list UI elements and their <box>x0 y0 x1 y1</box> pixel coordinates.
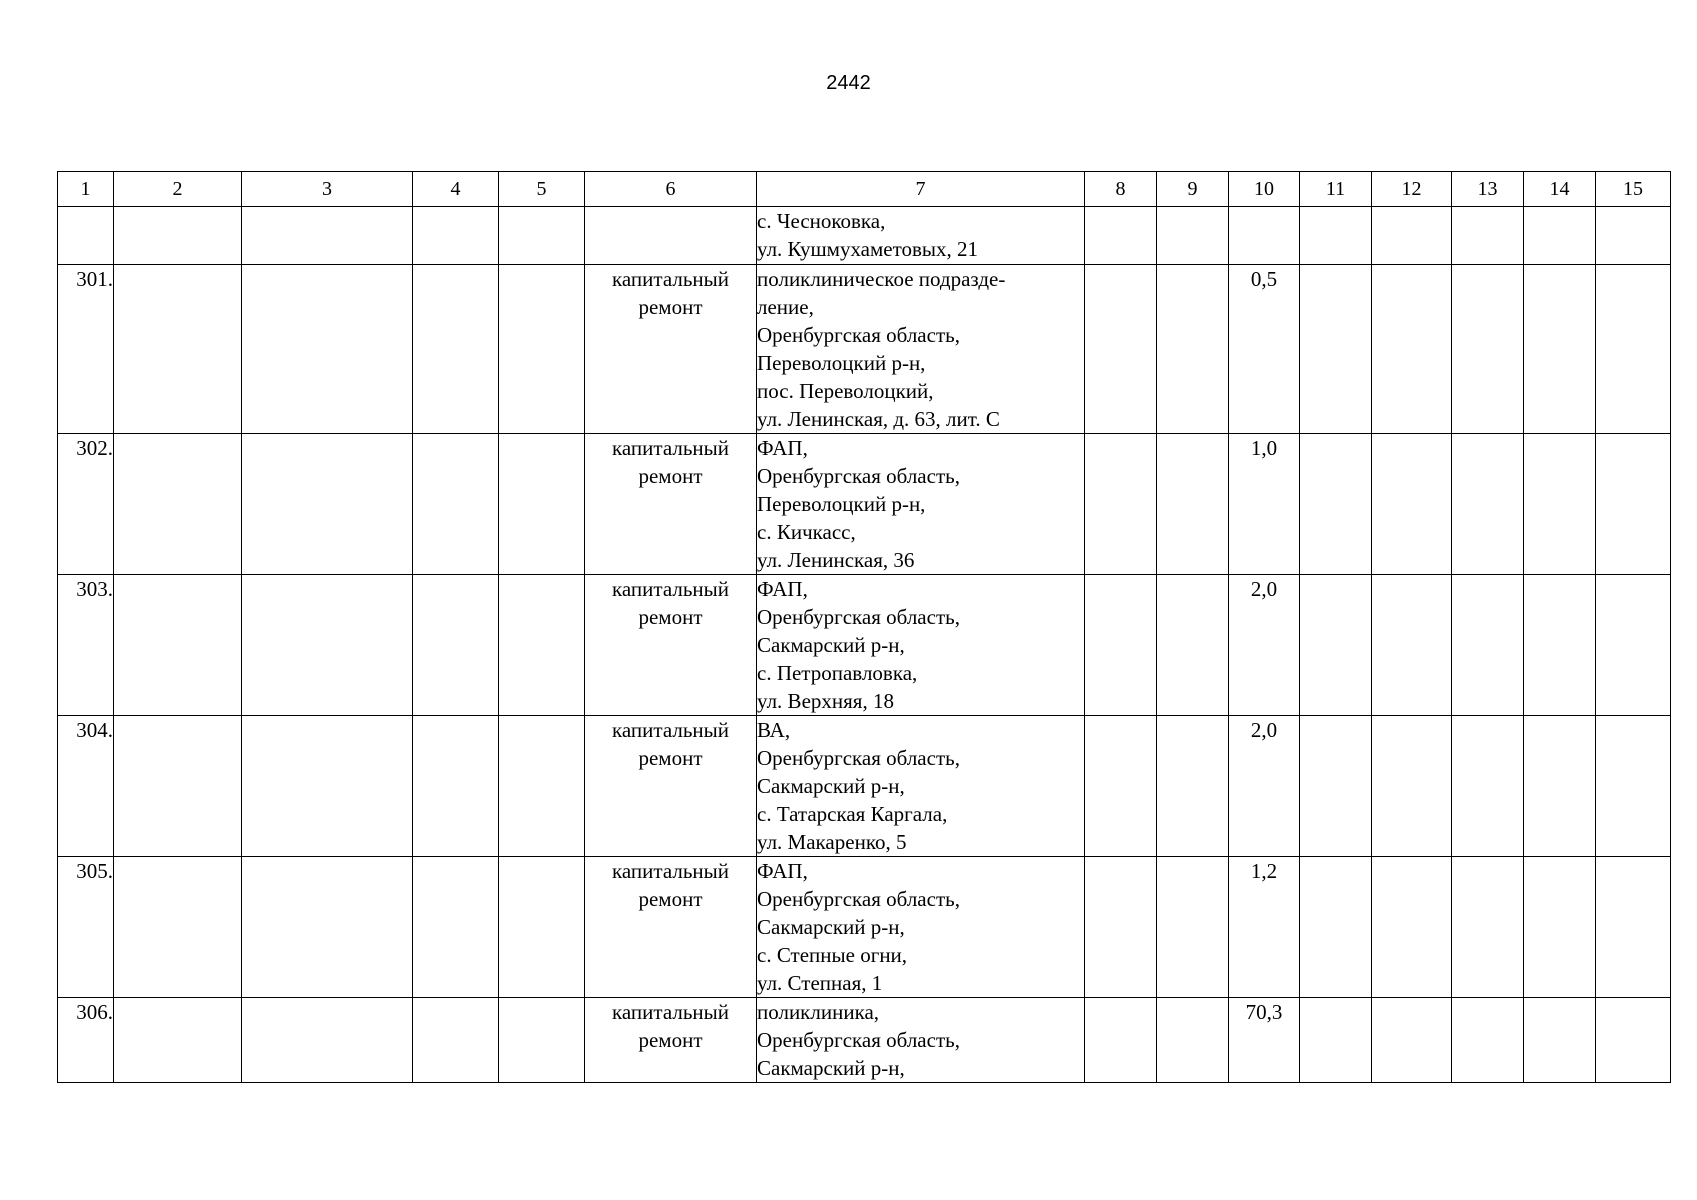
address-line: Переволоцкий р-н, <box>757 492 926 516</box>
empty-cell <box>1596 434 1671 575</box>
column-header: 6 <box>585 172 757 207</box>
address-line: Оренбургская область, <box>757 887 960 911</box>
empty-cell <box>114 716 242 857</box>
empty-cell <box>242 998 413 1083</box>
table-row <box>58 857 1671 998</box>
empty-cell <box>1524 857 1596 998</box>
empty-cell <box>1524 207 1596 265</box>
empty-cell <box>1596 857 1671 998</box>
empty-cell <box>499 265 585 434</box>
table-row <box>58 207 1671 265</box>
column-header: 1 <box>58 172 114 207</box>
empty-cell <box>1452 434 1524 575</box>
table-row <box>58 434 1671 575</box>
address-line: Переволоцкий р-н, <box>757 351 926 375</box>
empty-cell <box>413 857 499 998</box>
empty-cell <box>1524 716 1596 857</box>
empty-cell <box>499 716 585 857</box>
empty-cell <box>1300 998 1372 1083</box>
empty-cell <box>1085 575 1157 716</box>
empty-cell <box>1372 207 1452 265</box>
address-cell <box>757 857 1085 998</box>
empty-cell <box>1157 434 1229 575</box>
address-line: Оренбургская область, <box>757 323 960 347</box>
page-number: 2442 <box>826 72 871 94</box>
empty-cell <box>499 207 585 265</box>
empty-cell <box>1596 575 1671 716</box>
empty-cell <box>1085 857 1157 998</box>
work-type-cell <box>585 716 757 857</box>
table-row <box>58 998 1671 1083</box>
column-header: 10 <box>1229 172 1300 207</box>
empty-cell <box>499 857 585 998</box>
address-line: ул. Кушмухаметовых, 21 <box>757 237 979 261</box>
address-cell <box>757 716 1085 857</box>
empty-cell <box>413 575 499 716</box>
address-line: Оренбургская область, <box>757 605 960 629</box>
empty-cell <box>242 434 413 575</box>
address-line: ление, <box>757 295 814 319</box>
work-type-line: капитальный <box>612 577 729 601</box>
address-line: ул. Ленинская, 36 <box>757 548 915 572</box>
work-type-cell <box>585 857 757 998</box>
address-line: с. Татарская Каргала, <box>757 802 948 826</box>
column-header: 14 <box>1524 172 1596 207</box>
empty-cell <box>1157 716 1229 857</box>
empty-cell <box>114 998 242 1083</box>
address-line: Оренбургская область, <box>757 746 960 770</box>
empty-cell <box>114 575 242 716</box>
empty-cell <box>1372 716 1452 857</box>
empty-cell <box>1452 575 1524 716</box>
empty-cell <box>1300 575 1372 716</box>
address-cell <box>757 575 1085 716</box>
empty-cell <box>114 207 242 265</box>
value-cell: 2,0 <box>1229 575 1300 716</box>
value-cell: 0,5 <box>1229 265 1300 434</box>
address-line: ул. Ленинская, д. 63, лит. С <box>757 407 1000 431</box>
column-header: 15 <box>1596 172 1671 207</box>
empty-cell <box>1300 716 1372 857</box>
work-type-cell <box>585 575 757 716</box>
empty-cell <box>242 716 413 857</box>
empty-cell <box>1300 207 1372 265</box>
empty-cell <box>1596 265 1671 434</box>
work-type-line: капитальный <box>612 1000 729 1024</box>
value-cell: 2,0 <box>1229 716 1300 857</box>
empty-cell <box>1372 575 1452 716</box>
address-cell <box>757 434 1085 575</box>
empty-cell <box>499 575 585 716</box>
value-cell: 1,0 <box>1229 434 1300 575</box>
address-line: с. Кичкасс, <box>757 520 856 544</box>
address-cell <box>757 265 1085 434</box>
work-type-line: капитальный <box>612 267 729 291</box>
empty-cell <box>1300 265 1372 434</box>
empty-cell <box>242 575 413 716</box>
empty-cell <box>1372 434 1452 575</box>
value-cell <box>1229 207 1300 265</box>
value-cell: 70,3 <box>1229 998 1300 1083</box>
empty-cell <box>1524 998 1596 1083</box>
empty-cell <box>242 265 413 434</box>
table-row <box>58 716 1671 857</box>
empty-cell <box>413 434 499 575</box>
work-type-line: ремонт <box>638 295 703 319</box>
work-type-cell <box>585 998 757 1083</box>
address-line: ул. Макаренко, 5 <box>757 830 907 854</box>
column-header: 3 <box>242 172 413 207</box>
table-row <box>58 265 1671 434</box>
row-number-cell: 304. <box>58 716 114 857</box>
empty-cell <box>1524 575 1596 716</box>
data-table <box>57 171 1671 1083</box>
empty-cell <box>1085 207 1157 265</box>
column-header: 4 <box>413 172 499 207</box>
address-line: поликлиника, <box>757 1000 880 1024</box>
address-line: с. Степные огни, <box>757 943 908 967</box>
column-header: 11 <box>1300 172 1372 207</box>
column-header: 8 <box>1085 172 1157 207</box>
column-header: 9 <box>1157 172 1229 207</box>
empty-cell <box>499 998 585 1083</box>
work-type-cell <box>585 207 757 265</box>
empty-cell <box>242 857 413 998</box>
address-cell <box>757 207 1085 265</box>
empty-cell <box>413 265 499 434</box>
work-type-line: ремонт <box>638 746 703 770</box>
column-header: 5 <box>499 172 585 207</box>
address-line: Оренбургская область, <box>757 464 960 488</box>
work-type-line: капитальный <box>612 436 729 460</box>
address-line: ул. Степная, 1 <box>757 971 883 995</box>
table-row <box>58 575 1671 716</box>
empty-cell <box>499 434 585 575</box>
empty-cell <box>1372 857 1452 998</box>
work-type-line: ремонт <box>638 887 703 911</box>
empty-cell <box>1452 265 1524 434</box>
row-number-cell: 303. <box>58 575 114 716</box>
row-number-cell: 305. <box>58 857 114 998</box>
empty-cell <box>1524 434 1596 575</box>
row-number-cell: 302. <box>58 434 114 575</box>
column-header: 12 <box>1372 172 1452 207</box>
empty-cell <box>1085 716 1157 857</box>
address-line: Сакмарский р-н, <box>757 1056 905 1080</box>
address-line: поликлиническое подразде- <box>757 267 1006 291</box>
work-type-cell <box>585 434 757 575</box>
empty-cell <box>413 998 499 1083</box>
address-line: Сакмарский р-н, <box>757 915 905 939</box>
empty-cell <box>1157 857 1229 998</box>
empty-cell <box>1300 857 1372 998</box>
work-type-line: капитальный <box>612 859 729 883</box>
empty-cell <box>413 716 499 857</box>
empty-cell <box>1596 998 1671 1083</box>
empty-cell <box>1452 857 1524 998</box>
address-line: ул. Верхняя, 18 <box>757 689 894 713</box>
empty-cell <box>1300 434 1372 575</box>
address-line: Сакмарский р-н, <box>757 774 905 798</box>
empty-cell <box>1157 998 1229 1083</box>
empty-cell <box>242 207 413 265</box>
address-line: пос. Переволоцкий, <box>757 379 934 403</box>
work-type-line: капитальный <box>612 718 729 742</box>
empty-cell <box>1157 575 1229 716</box>
empty-cell <box>114 265 242 434</box>
empty-cell <box>1452 998 1524 1083</box>
empty-cell <box>1157 265 1229 434</box>
work-type-cell <box>585 265 757 434</box>
empty-cell <box>1452 207 1524 265</box>
address-line: ФАП, <box>757 577 808 601</box>
empty-cell <box>114 857 242 998</box>
row-number-cell: 301. <box>58 265 114 434</box>
address-line: ФАП, <box>757 859 808 883</box>
address-line: с. Чесноковка, <box>757 209 886 233</box>
column-number-row <box>58 172 1671 207</box>
address-cell <box>757 998 1085 1083</box>
empty-cell <box>1372 998 1452 1083</box>
empty-cell <box>1085 998 1157 1083</box>
work-type-line: ремонт <box>638 1028 703 1052</box>
address-line: с. Петропавловка, <box>757 661 918 685</box>
empty-cell <box>1372 265 1452 434</box>
empty-cell <box>1596 207 1671 265</box>
value-cell: 1,2 <box>1229 857 1300 998</box>
empty-cell <box>1085 265 1157 434</box>
empty-cell <box>413 207 499 265</box>
column-header: 13 <box>1452 172 1524 207</box>
empty-cell <box>1085 434 1157 575</box>
row-number-cell <box>58 207 114 265</box>
empty-cell <box>114 434 242 575</box>
table-body <box>58 207 1671 1083</box>
empty-cell <box>1452 716 1524 857</box>
column-header: 2 <box>114 172 242 207</box>
work-type-line: ремонт <box>638 464 703 488</box>
row-number-cell: 306. <box>58 998 114 1083</box>
address-line: Оренбургская область, <box>757 1028 960 1052</box>
empty-cell <box>1524 265 1596 434</box>
work-type-line: ремонт <box>638 605 703 629</box>
column-header: 7 <box>757 172 1085 207</box>
empty-cell <box>1596 716 1671 857</box>
address-line: ФАП, <box>757 436 808 460</box>
address-line: ВА, <box>757 718 791 742</box>
empty-cell <box>1157 207 1229 265</box>
address-line: Сакмарский р-н, <box>757 633 905 657</box>
